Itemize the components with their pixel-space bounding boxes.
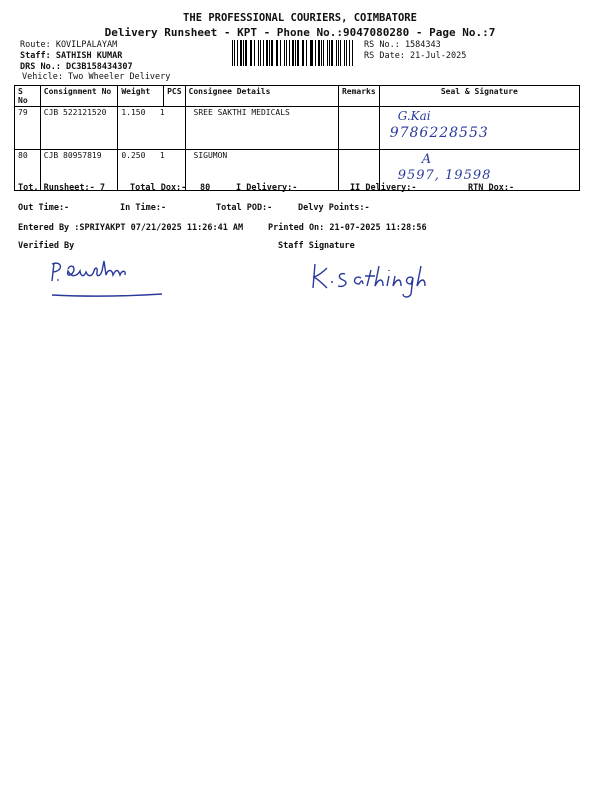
barcode-bar bbox=[311, 40, 313, 66]
barcode-bar bbox=[315, 40, 316, 66]
verifier-signature bbox=[40, 255, 180, 305]
barcode-bar bbox=[318, 40, 319, 66]
col-pcs: PCS bbox=[164, 86, 185, 107]
col-consignee: Consignee Details bbox=[185, 86, 338, 107]
out-time: Out Time:- bbox=[18, 203, 70, 213]
barcode-bar bbox=[329, 40, 330, 66]
i-delivery: I Delivery:- bbox=[236, 183, 298, 193]
cell-pcs: 1 bbox=[159, 151, 165, 160]
cell-sno: 80 bbox=[15, 150, 41, 191]
staff-signature-label: Staff Signature bbox=[278, 241, 355, 251]
barcode-bar bbox=[302, 40, 303, 66]
col-sno: S No bbox=[15, 86, 41, 107]
barcode-bar bbox=[352, 40, 353, 66]
barcode-bar bbox=[260, 40, 261, 66]
barcode-bar bbox=[271, 40, 273, 66]
barcode-bar bbox=[263, 40, 264, 66]
barcode-bar bbox=[310, 40, 311, 66]
handwritten-phone: 9597, 19598 bbox=[397, 168, 492, 183]
total-dox-value: 80 bbox=[200, 183, 211, 193]
col-weight: Weight bbox=[118, 86, 164, 107]
verified-by-label: Verified By bbox=[18, 241, 75, 251]
barcode-bar bbox=[292, 40, 294, 66]
handwritten-phone: 9786228553 bbox=[389, 125, 489, 141]
cell-seal bbox=[379, 107, 579, 150]
cell-sno: 79 bbox=[15, 107, 41, 150]
company-title: THE PROFESSIONAL COURIERS, COIMBATORE bbox=[183, 12, 417, 24]
barcode-bar bbox=[245, 40, 246, 66]
table-row bbox=[15, 107, 580, 150]
entered-by: Entered By :SPRIYAKPT 07/21/2025 11:26:41 AM bbox=[18, 223, 244, 233]
barcode-bar bbox=[346, 40, 347, 66]
col-seal: Seal & Signature bbox=[379, 86, 579, 107]
barcode-bar bbox=[258, 40, 260, 66]
barcode-bar bbox=[340, 40, 341, 66]
barcode-bar bbox=[240, 40, 242, 66]
rs-no-label: RS No.: 1584343 bbox=[364, 40, 441, 50]
runsheet-subtitle: Delivery Runsheet - KPT - Phone No.:9047080280 - Page No.:7 bbox=[104, 26, 496, 39]
handwritten-mark: A bbox=[421, 152, 432, 167]
rtn-dox: RTN Dox:- bbox=[468, 183, 515, 193]
barcode-bar bbox=[284, 40, 285, 66]
barcode-bar bbox=[243, 40, 244, 66]
barcode-bar bbox=[295, 40, 296, 66]
barcode-bar bbox=[344, 40, 345, 66]
cell-weight-pcs bbox=[118, 107, 185, 150]
barcode-bar bbox=[336, 40, 337, 66]
rs-date-label: RS Date: 21-Jul-2025 bbox=[364, 51, 467, 61]
barcode-bar bbox=[286, 40, 287, 66]
cell-weight: 0.250 bbox=[121, 151, 146, 160]
route-label: Route: KOVILPALAYAM bbox=[20, 40, 118, 50]
total-dox-label: Total Dox:- bbox=[130, 183, 187, 193]
in-time: In Time:- bbox=[120, 203, 167, 213]
cell-remarks bbox=[338, 107, 379, 150]
barcode-bar bbox=[297, 40, 298, 66]
barcode-bar bbox=[269, 40, 270, 66]
barcode-bar bbox=[321, 40, 322, 66]
barcode-bar bbox=[338, 40, 339, 66]
total-pod: Total POD:- bbox=[216, 203, 273, 213]
table-header-row bbox=[15, 86, 580, 107]
barcode-bar bbox=[331, 40, 333, 66]
barcode-bar bbox=[276, 40, 277, 66]
barcode-bar bbox=[289, 40, 290, 66]
barcode-bar bbox=[327, 40, 328, 66]
printed-on: Printed On: 21-07-2025 11:28:56 bbox=[268, 223, 427, 233]
staff-handwritten-signature bbox=[305, 258, 455, 298]
tot-runsheet: Tot. Runsheet:- 7 bbox=[18, 183, 105, 193]
vehicle-label: Vehicle: Two Wheeler Delivery bbox=[22, 72, 171, 82]
barcode-bar bbox=[250, 40, 251, 66]
col-remarks: Remarks bbox=[338, 86, 379, 107]
barcode-bar bbox=[303, 40, 304, 66]
drs-label: DRS No.: DC3B158434307 bbox=[20, 62, 133, 72]
barcode-bar bbox=[237, 40, 238, 66]
runsheet-table bbox=[14, 85, 580, 191]
cell-weight: 1.150 bbox=[121, 108, 146, 117]
cell-consignee: SREE SAKTHI MEDICALS bbox=[185, 107, 338, 150]
barcode-bar bbox=[251, 40, 252, 66]
barcode-bar bbox=[254, 40, 255, 66]
cell-pcs: 1 bbox=[159, 108, 165, 117]
barcode-bar bbox=[280, 40, 281, 66]
barcode bbox=[232, 40, 354, 66]
delvy-points: Delvy Points:- bbox=[298, 203, 370, 213]
barcode-bar bbox=[234, 40, 235, 66]
barcode-bar bbox=[349, 40, 350, 66]
cell-consignee: SIGUMON bbox=[185, 150, 338, 191]
barcode-bar bbox=[277, 40, 278, 66]
ii-delivery: II Delivery:- bbox=[350, 183, 417, 193]
cell-consignment: CJB 522121520 bbox=[40, 107, 118, 150]
barcode-bar bbox=[266, 40, 267, 66]
barcode-bar bbox=[232, 40, 233, 66]
staff-label: Staff: SATHISH KUMAR bbox=[20, 51, 123, 61]
barcode-bar bbox=[306, 40, 307, 66]
handwritten-name: G.Kai bbox=[397, 109, 431, 123]
cell-consignment: CJB 80957819 bbox=[40, 150, 118, 191]
col-consignment: Consignment No bbox=[40, 86, 118, 107]
barcode-bar bbox=[323, 40, 324, 66]
